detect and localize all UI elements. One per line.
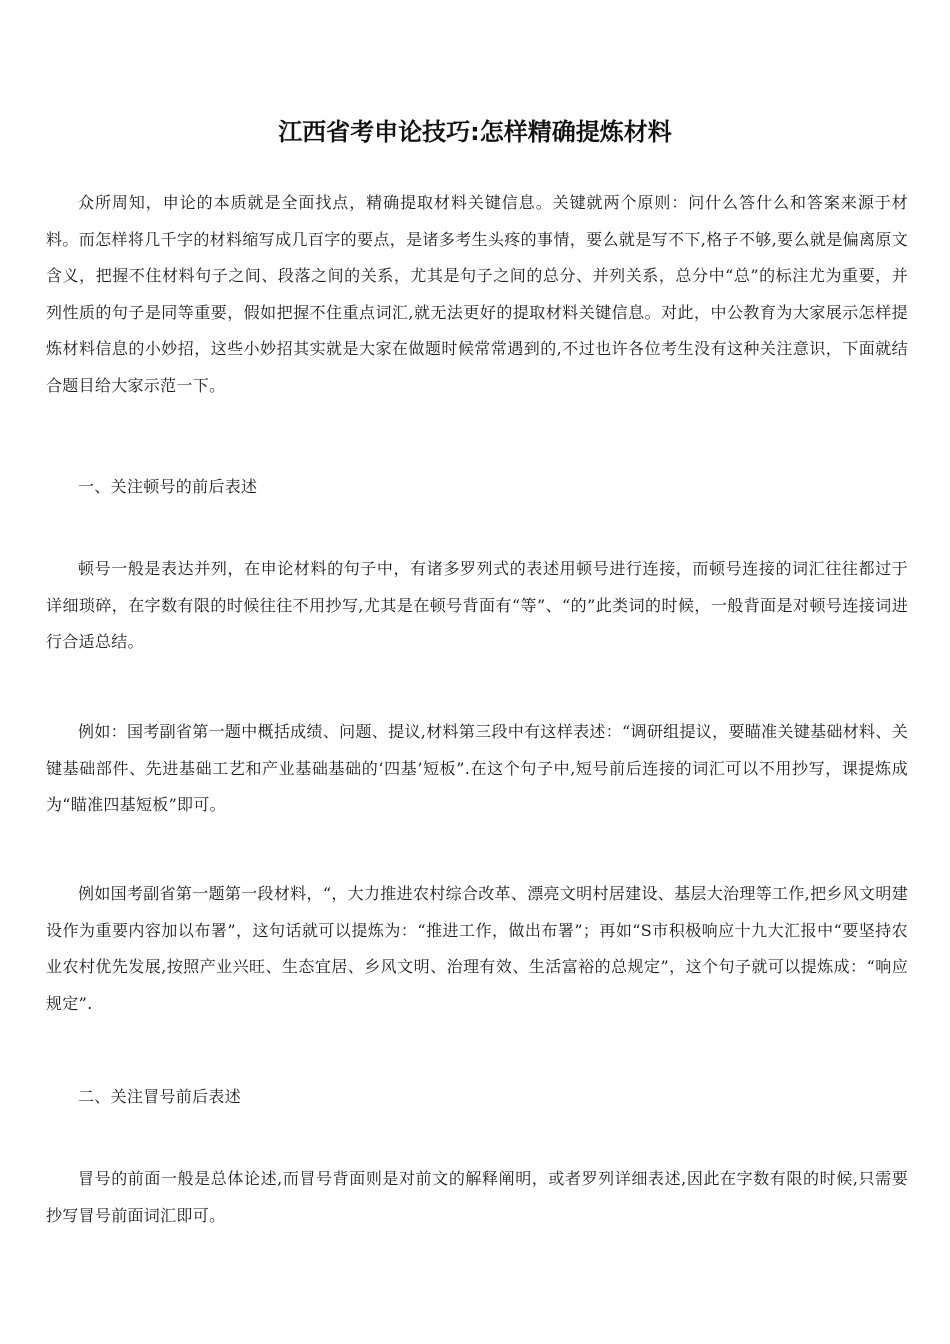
section-heading-1: 一、关注顿号的前后表述	[78, 477, 258, 496]
intro-paragraph: 众所周知，申论的本质就是全面找点，精确提取材料关键信息。关键就两个原则：问什么答什么和答案来源于材料。而怎样将几千字的材料缩写成几百字的要点，是诸多考生头疼的事情，要么就是写不下,格子不够,要么就是偏离原文含义，把握不住材料句子之间、段落之间的关系，尤其是句子之间的总分、并列关系，总分中“总”的标注尤为重要，并列性质的句子是同等重要，假如把握不住重点词汇,就无法更好的提取材料关键信息。对此，中公教育为大家展示怎样提炼材料信息的小妙招，这些小妙招其实就是大家在做题时候常常遇到的,不过也许各位考生没有这种关注意识，下面就结合题目给大家示范一下。	[46, 193, 908, 395]
section1-paragraph-2: 例如：国考副省第一题中概括成绩、问题、提议,材料第三段中有这样表述：“调研组提议，要瞄准关键基础材料、关键基础部件、先进基础工艺和产业基础基础的‘四基’短板”.在这个句子中,短号前后连接的词汇可以不用抄写，课提炼成为“瞄准四基短板”即可。	[46, 722, 908, 814]
section1-paragraph-3: 例如国考副省第一题第一段材料，“，大力推进农村综合改革、漂亮文明村居建设、基层大治理等工作,把乡风文明建设作为重要内容加以布署”，这句话就可以提炼为：“推进工作，做出布署”；再如“S市积极响应十九大汇报中“要坚持农业农村优先发展,按照产业兴旺、生态宜居、乡风文明、治理有效、生活富裕的总规定”，这个句子就可以提炼成：“响应规定”.	[46, 884, 908, 1013]
section1-paragraph-1: 顿号一般是表达并列，在申论材料的句子中，有诸多罗列式的表述用顿号进行连接，而顿号连接的词汇往往都过于详细琐碎，在字数有限的时候往往不用抄写,尤其是在顿号背面有“等”、“的”此类词的时候，一般背面是对顿号连接词进行合适总结。	[46, 559, 908, 651]
section2-paragraph-1: 冒号的前面一般是总体论述,而冒号背面则是对前文的解释阐明，或者罗列详细表述,因此在字数有限的时候,只需要抄写冒号前面词汇即可。	[46, 1169, 908, 1225]
section-heading-2: 二、关注冒号前后表述	[78, 1087, 242, 1106]
document-title: 江西省考申论技巧:怎样精确提炼材料	[278, 118, 672, 147]
